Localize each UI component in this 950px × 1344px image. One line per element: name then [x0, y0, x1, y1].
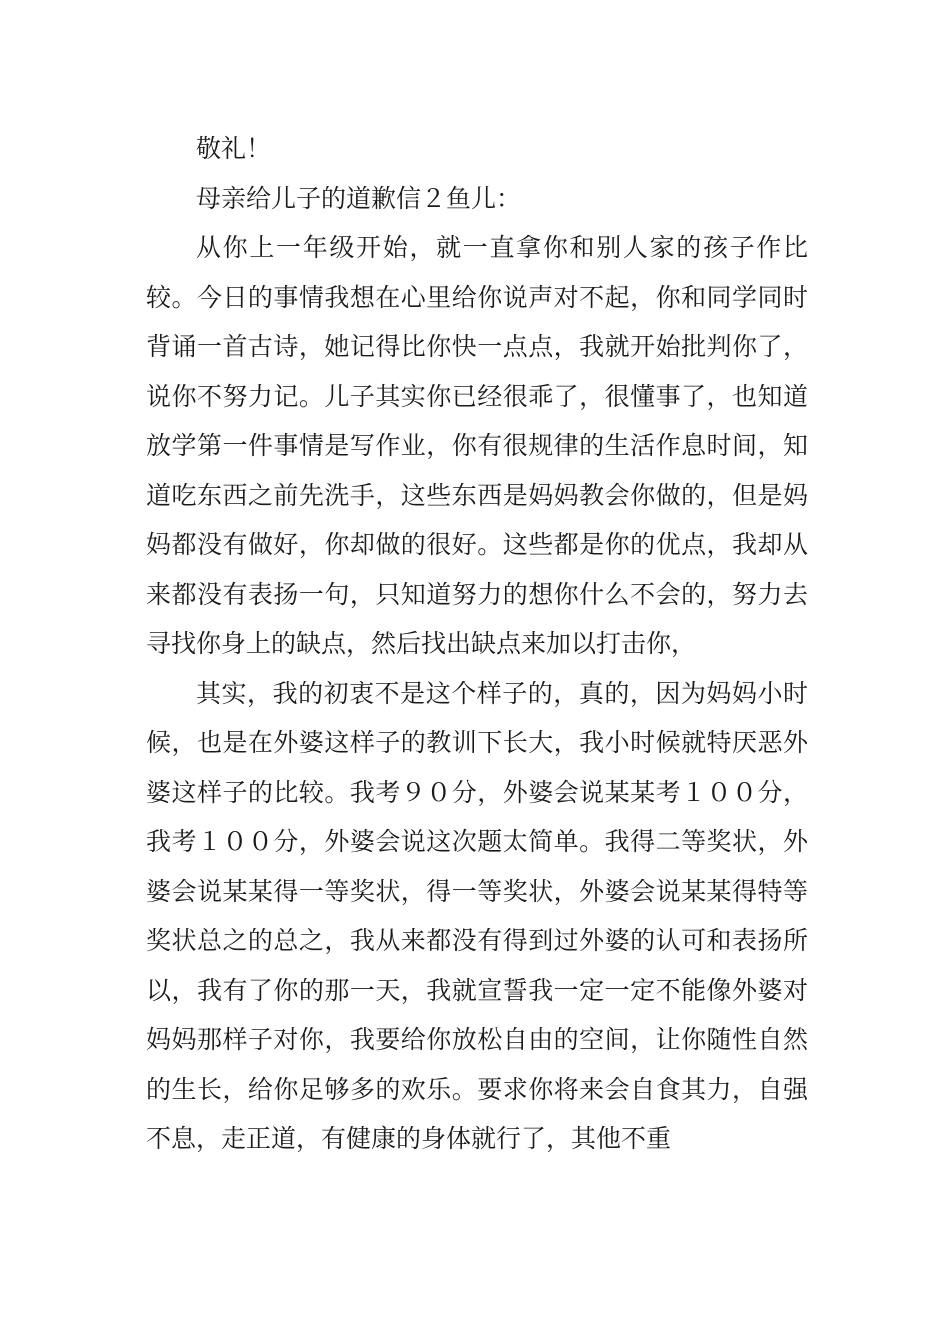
letter-heading: 母亲给儿子的道歉信２鱼儿： — [196, 183, 522, 213]
closing-salutation: 敬礼！ — [196, 134, 272, 163]
body-paragraph: 其实，我的初衷不是这个样子的，真的，因为妈妈小时候，也是在外婆这样子的教训下长大，我小时候就特厌恶外婆这样子的比较。我考９０分，外婆会说某某考１００分，我考１００分，外婆会说这次题太简单。我得二等奖状，外婆会说某某得一等奖状，得一等奖状，外婆会说某某得特等奖状总之的总之，我从来都没有得到过外婆的认可和表扬所以，我有了你的那一天，我就宣誓我一定一定不能像外婆对妈妈那样子对你，我要给你放松自由的空间，让你随性自然的生长，给你足够多的欢乐。要求你将来会自食其力，自强不息，走正道，有健康的身体就行了，其他不重 — [146, 678, 808, 1153]
body-paragraph: 从你上一年级开始，就一直拿你和别人家的孩子作比较。今日的事情我想在心里给你说声对不起，你和同学同时背诵一首古诗，她记得比你快一点点，我就开始批判你了，说你不努力记。儿子其实你已经很乖了，很懂事了，也知道放学第一件事情是写作业，你有很规律的生活作息时间，知道吃东西之前先洗手，这些东西是妈妈教会你做的，但是妈妈都没有做好，你却做的很好。这些都是你的优点，我却从来都没有表扬一句，只知道努力的想你什么不会的，努力去寻找你身上的缺点，然后找出缺点来加以打击你， — [146, 233, 808, 658]
letter-body — [146, 124, 808, 1164]
